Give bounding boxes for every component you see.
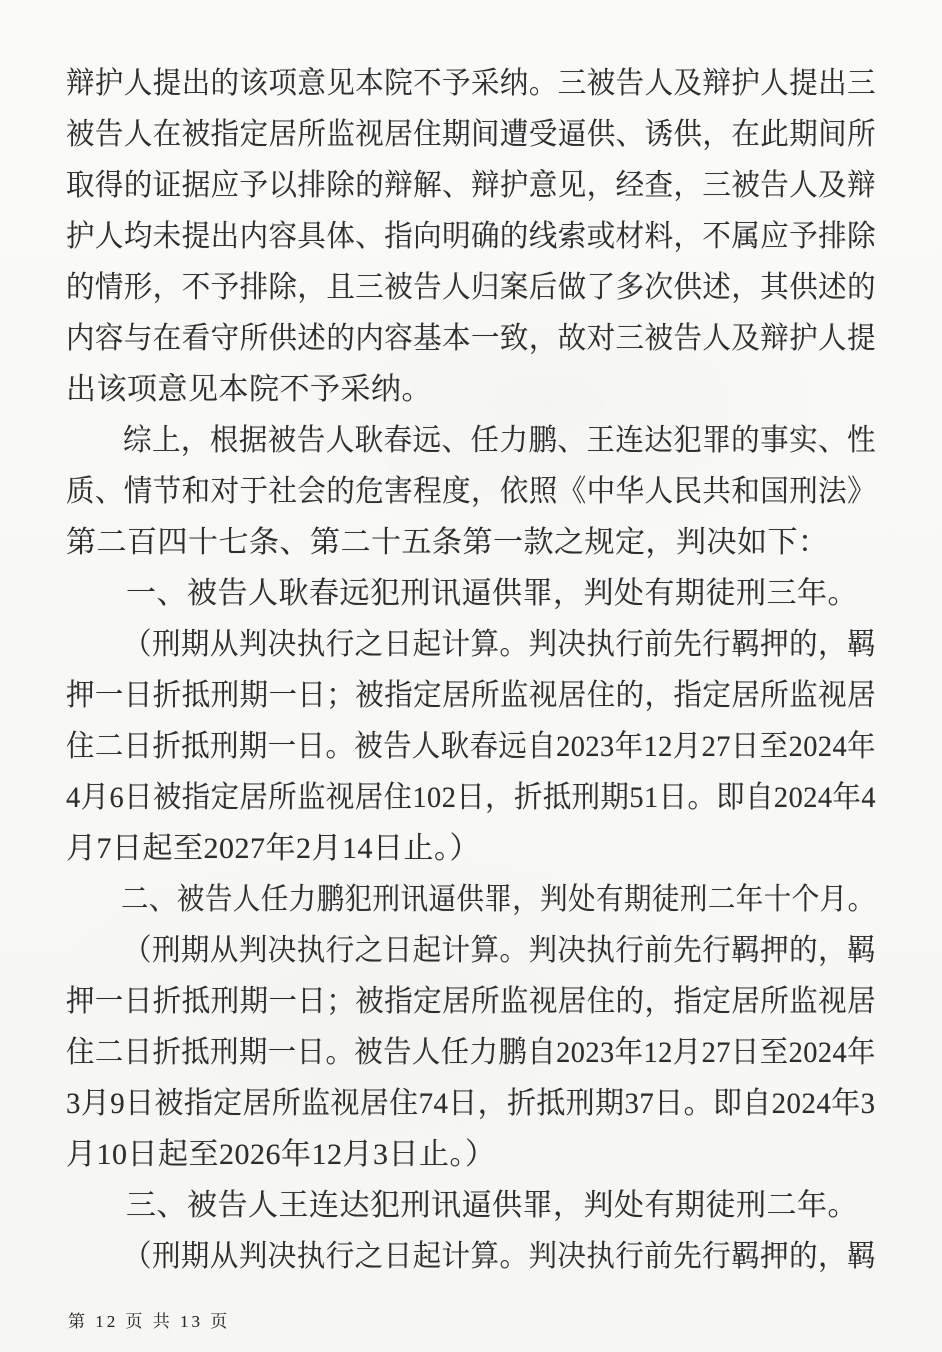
text-line: 辩护人提出的该项意见本院不予采纳。三被告人及辩护人提出三: [66, 67, 876, 100]
text-line: 押一日折抵刑期一日；被指定居所监视居住的，指定居所监视居: [66, 985, 876, 1018]
text-line: 月7日起至2027年2月14日止。）: [66, 832, 480, 865]
text-line: （刑期从判决执行之日起计算。判决执行前先行羁押的，羁: [122, 1240, 876, 1273]
text-line: （刑期从判决执行之日起计算。判决执行前先行羁押的，羁: [122, 628, 876, 661]
text-line: 4月6日被指定居所监视居住102日，折抵刑期51日。即自2024年4: [66, 781, 876, 814]
text-line: 住二日折抵刑期一日。被告人任力鹏自2023年12月27日至2024年: [66, 1036, 876, 1069]
text-line: 3月9日被指定居所监视居住74日，折抵刑期37日。即自2024年3: [66, 1087, 876, 1120]
text-line: 第二百四十七条、第二十五条第一款之规定，判决如下：: [66, 526, 829, 559]
text-line: 住二日折抵刑期一日。被告人耿春远自2023年12月27日至2024年: [66, 730, 876, 763]
text-line: 二、被告人任力鹏犯刑讯逼供罪，判处有期徒刑二年十个月。: [120, 883, 876, 916]
text-line: 质、情节和对于社会的危害程度，依照《中华人民共和国刑法》: [66, 475, 876, 508]
text-line: 三、被告人王连达犯刑讯逼供罪，判处有期徒刑二年。: [126, 1189, 858, 1222]
text-line: 护人均未提出内容具体、指向明确的线索或材料，不属应予排除: [66, 220, 876, 253]
text-line: 押一日折抵刑期一日；被指定居所监视居住的，指定居所监视居: [66, 679, 876, 712]
text-line: （刑期从判决执行之日起计算。判决执行前先行羁押的，羁: [122, 934, 876, 967]
text-line: 内容与在看守所供述的内容基本一致，故对三被告人及辩护人提: [66, 322, 876, 355]
text-line: 被告人在被指定居所监视居住期间遭受逼供、诱供，在此期间所: [66, 118, 876, 151]
text-line: 的情形，不予排除，且三被告人归案后做了多次供述，其供述的: [66, 271, 876, 304]
text-line: 一、被告人耿春远犯刑讯逼供罪，判处有期徒刑三年。: [126, 577, 858, 610]
text-line: 出该项意见本院不予采纳。: [66, 373, 432, 406]
text-line: 综上，根据被告人耿春远、任力鹏、王连达犯罪的事实、性: [122, 424, 876, 457]
page-footer: 第 12 页 共 13 页: [68, 1312, 231, 1331]
text-line: 取得的证据应予以排除的辩解、辩护意见，经查，三被告人及辩: [66, 169, 876, 202]
judgment-text: [66, 58, 876, 1282]
text-line: 月10日起至2026年12月3日止。）: [66, 1138, 496, 1171]
